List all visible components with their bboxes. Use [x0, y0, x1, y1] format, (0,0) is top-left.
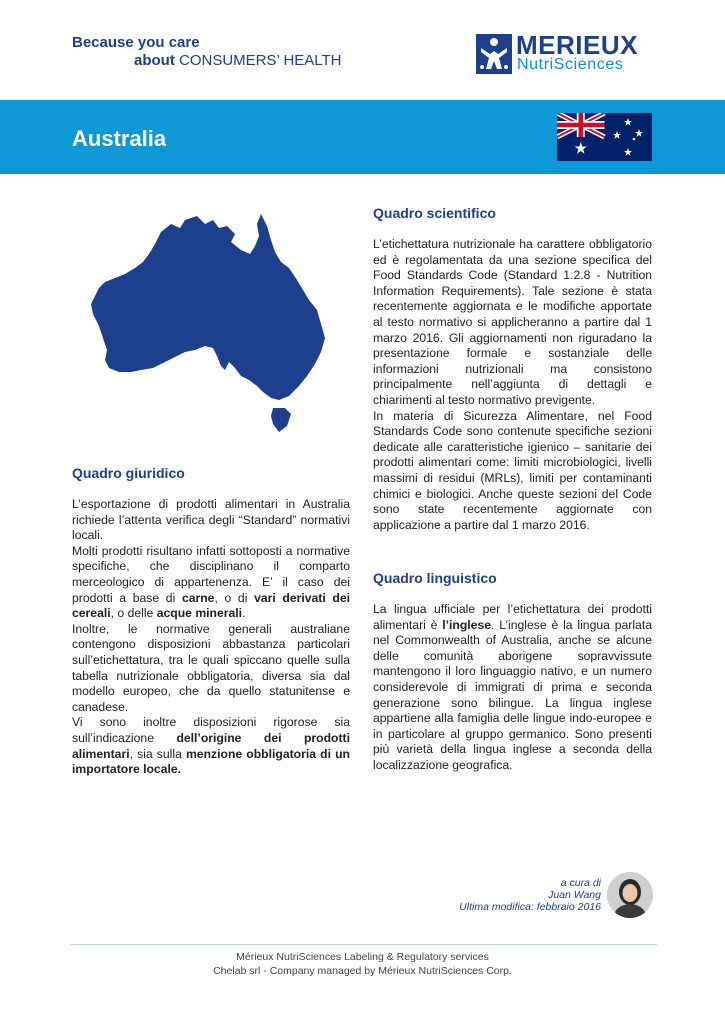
tagline — [72, 34, 342, 70]
scientifico-paragraph: In materia di Sicurezza Alimentare, nel Food Standards Code sono contenute specifiche sezioni dedicate alle caratteristiche igienico – sanitarie dei prodotti alimentari come: limiti microbiologici, livelli massimi di residui (MRLs), limiti per contaminanti chimici e biologici. Anche queste sezioni del Code sono state recentemente aggiornate con applicazione a partire dal 1 marzo 2016. — [373, 408, 652, 532]
giuridico-paragraph — [72, 544, 350, 622]
text-run: . — [242, 606, 246, 621]
text-run: La lingua ufficiale per l’etichettatura dei prodotti alimentari è — [373, 602, 652, 632]
text-run: , sia sulla — [129, 746, 186, 761]
highlight-importatore: menzione obbligatoria di un importatore locale. — [72, 746, 350, 777]
highlight-carne: carne — [181, 590, 215, 605]
giuridico-paragraph: L’esportazione di prodotti alimentari in Australia richiede l’attenta verifica degli “Standard” normativi locali. — [72, 497, 350, 543]
credit-line: a cura di — [560, 877, 601, 889]
scientifico-paragraph: L’etichettatura nutrizionale ha carattere obbligatorio ed è regolamentata da una sezione specifica del Food Standards Code (Standard 1.2.8 - Nutrition Information Requirements). Tale sezione è stata recentemente aggiornata e le modifiche apportate al testo normativo si applicheranno a partire dal 1 marzo 2016. Gli aggiornamenti non riguradano la presentazione formale e sostanziale delle informazioni nutrizionali ma consistono principalmente nell’aggiunta di dettagli e chiarimenti al testo normativo previgente. — [373, 237, 652, 407]
logo-name: MERIEUX — [516, 30, 638, 60]
australia-map-icon — [85, 210, 333, 438]
credit-author: Juan Wang — [548, 889, 601, 901]
highlight-acque: acque minerali — [156, 606, 243, 621]
tagline-line2 — [72, 52, 342, 70]
giuridico-paragraph — [72, 715, 350, 777]
text-run: . L’inglese è la lingua parlata nel Commonwealth of Australia, anche se alcune delle comunità aborigene sopravvissute mantengono il loro linguaggio nativo, e un numero considerevole di immigrati di prima e seconda generazione sono bilingue. La lingua inglese appartiene alla famiglia delle lingue indo-europee e in particolare al gruppo germanico. Sono presenti più varietà della lingua inglese a seconda della localizzazione geografica. — [373, 617, 652, 772]
credit-date: Ultima modifica: febbraio 2016 — [459, 901, 601, 913]
giuridico-text — [72, 497, 350, 778]
footer-line2: Chelab srl - Company managed by Mérieux NutriSciences Corp. — [213, 965, 512, 977]
merieux-figure-icon — [476, 34, 512, 74]
text-run: , o delle — [110, 606, 157, 621]
linguistico-paragraph — [373, 602, 652, 774]
footer-line1: Mérieux NutriSciences Labeling & Regulatory services — [236, 951, 489, 963]
footer-divider — [70, 944, 657, 945]
merieux-logo — [476, 30, 656, 78]
linguistico-text — [373, 602, 652, 774]
heading-quadro-giuridico: Quadro giuridico — [72, 465, 185, 481]
text-run: , o di — [214, 590, 255, 605]
tagline-line2-bold: about — [134, 52, 175, 69]
text-run: Molti prodotti risultano infatti sottoposti a normative specifiche, che disciplinano il comparto merceologico di appartenenza. E’ il caso dei prodotti a base di — [72, 543, 350, 605]
giuridico-paragraph: Inoltre, le normative generali australiane contengono disposizioni abbastanza particolari sull’etichettatura, tra le quali spiccano quelle sulla tabella nutrizionale obbligatoria, diversa sia dal modello europeo, che da quello statunitense e canadese. — [72, 621, 350, 714]
page-title: Australia — [72, 126, 167, 151]
highlight-origine: dell’origine dei prodotti alimentari — [72, 730, 350, 761]
australia-flag-icon — [557, 113, 652, 161]
author-credit — [459, 877, 601, 913]
logo-subname: NutriSciences — [517, 56, 624, 73]
highlight-inglese: l’inglese — [442, 617, 492, 632]
person-photo-icon — [607, 872, 653, 918]
tagline-line1: Because you care — [72, 34, 200, 51]
author-avatar — [607, 872, 653, 918]
highlight-cereali: vari derivati dei cereali — [72, 590, 351, 621]
heading-quadro-linguistico: Quadro linguistico — [373, 570, 497, 586]
scientifico-text — [373, 237, 652, 533]
text-run: Vi sono inoltre disposizioni rigorose sia sull’indicazione — [72, 715, 350, 745]
heading-quadro-scientifico: Quadro scientifico — [373, 205, 496, 221]
tagline-line2-rest: CONSUMERS’ HEALTH — [179, 52, 342, 69]
